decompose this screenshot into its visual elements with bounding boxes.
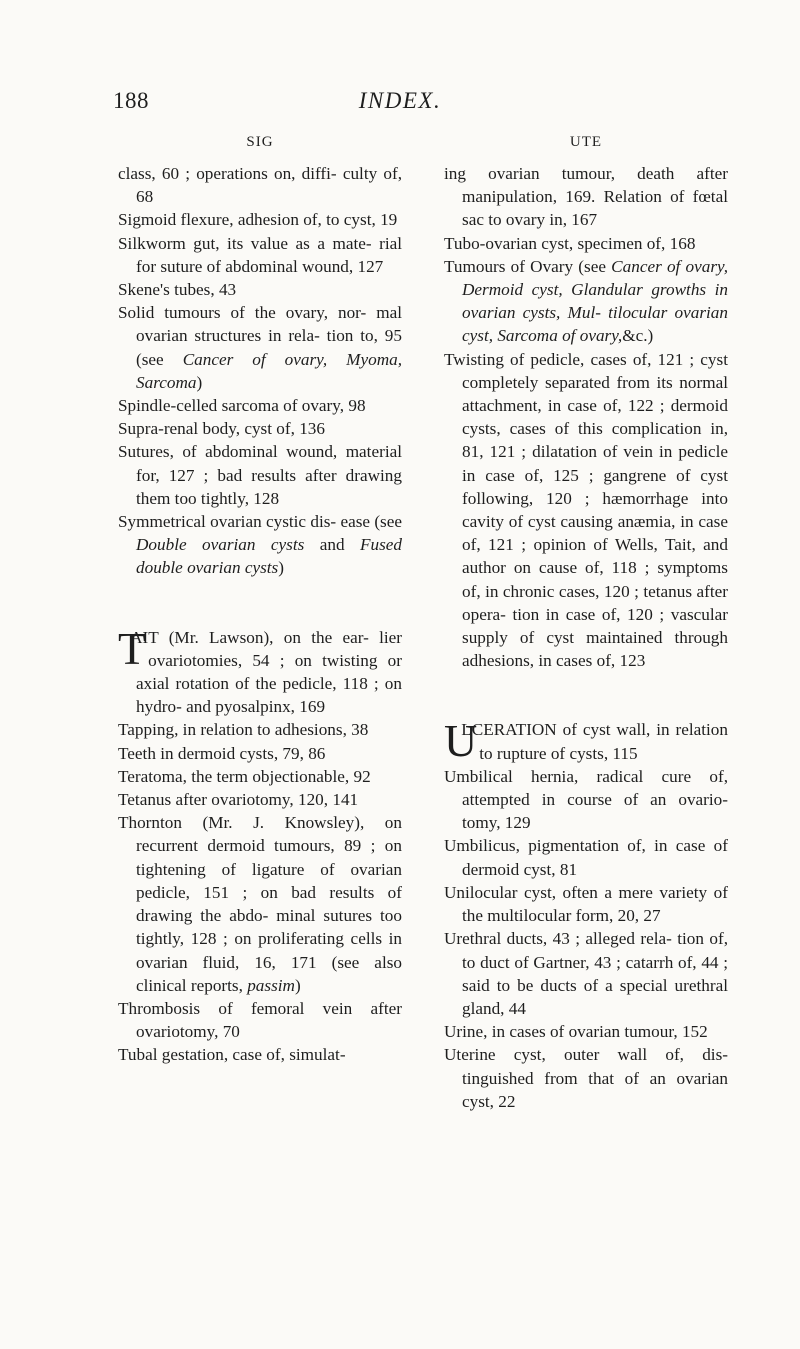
entry-text: Spindle-celled sarcoma of ovary, 98: [118, 396, 366, 416]
index-entry: [444, 162, 728, 232]
right-column: [444, 134, 728, 1113]
entry-text: Unilocular cyst, often a mere variety of the multilocular form, 20, 27: [444, 882, 728, 926]
index-entry: [118, 997, 402, 1043]
right-entries-u-list: [444, 765, 728, 1113]
index-entry: [118, 394, 402, 417]
entry-text: Tetanus after ovariotomy, 120, 141: [118, 790, 359, 810]
entry-text: Sigmoid flexure, adhesion of, to cyst, 19: [118, 210, 398, 230]
index-entry: [118, 301, 402, 394]
index-entry: [118, 788, 402, 811]
left-entries-list: [118, 162, 402, 580]
entry-tail: ): [278, 558, 284, 578]
index-entry: [118, 742, 402, 765]
entry-text: Skene's tubes, 43: [118, 280, 237, 300]
section-t-text: AIT (Mr. Lawson), on the ear- lier ovariotomies, 54 ; on twisting or axial rotation of the pedicle, 118 ; on hydro- and pyosalpinx, 169: [130, 627, 402, 717]
index-entry: [444, 1043, 728, 1113]
entry-text: Umbilical hernia, radical cure of, attempted in course of an ovario- tomy, 129: [444, 766, 728, 833]
entry-text: Uterine cyst, outer wall of, dis- tinguished from that of an ovarian cyst, 22: [444, 1045, 728, 1111]
entry-text: Tapping, in relation to adhesions, 38: [118, 720, 369, 740]
entry-text: Solid tumours of the ovary, nor- mal ovarian structures in rela- tion to, 95 (see: [118, 303, 402, 369]
entry-text: Thornton (Mr. J. Knowsley), on recurrent dermoid tumours, 89 ; on tightening of ligature of ovarian pedicle, 151 ; on bad results of drawing the abdo- minal sutures too tightly, 128 ; on proliferating cells in ovarian fluid, 16, 171 (see also clinical reports,: [118, 813, 402, 995]
entry-text: class, 60 ; operations on, diffi- culty of, 68: [118, 164, 402, 207]
index-entry: [444, 348, 728, 673]
entry-text: Tubo-ovarian cyst, specimen of, 168: [444, 233, 696, 253]
entry-italic-text: Fused double ovarian cysts: [136, 535, 402, 578]
entry-text: Sutures, of abdominal wound, material for, 127 ; bad results after drawing them too tightly, 128: [118, 442, 402, 508]
right-column-head: UTE: [569, 134, 603, 150]
index-entry: [118, 510, 402, 580]
index-entry: [118, 208, 402, 231]
left-column-head: SIG: [246, 134, 274, 150]
index-entry: [444, 765, 728, 835]
entry-italic-text: Cancer of ovary, Dermoid cyst, Glandular growths in ovarian cysts, Mul- tilocular ovarian cyst, Sarcoma of ovary,: [462, 256, 728, 346]
section-u-entry: [444, 715, 728, 767]
entry-tail: ): [196, 372, 203, 392]
dropcap-u: U: [444, 715, 478, 767]
index-entry: [118, 765, 402, 788]
index-entry: [118, 811, 402, 997]
entry-text: Supra-renal body, cyst of, 136: [118, 419, 325, 439]
entry-tail: &c.): [622, 326, 654, 346]
index-entry: [118, 232, 402, 278]
page-number: 188: [113, 88, 149, 113]
left-entries-t-list: [118, 718, 402, 1066]
index-entry: [118, 278, 402, 301]
index-entry: [444, 834, 728, 880]
index-entry: [444, 1020, 728, 1043]
entry-text: Teratoma, the term objectionable, 92: [118, 766, 371, 786]
index-entry: [444, 927, 728, 1020]
index-entry: [444, 232, 728, 255]
index-entry: [118, 1043, 402, 1066]
entry-text: Tumours of Ovary (see: [444, 256, 606, 276]
entry-text: ing ovarian tumour, death after manipulation, 169. Relation of fœtal sac to ovary in, 167: [444, 164, 728, 230]
right-entries-list: [444, 162, 728, 672]
index-entry: [444, 881, 728, 927]
entry-text: Teeth in dermoid cysts, 79, 86: [118, 743, 326, 763]
entry-italic-text: Double ovarian cysts: [136, 535, 305, 555]
section-t-entry: [118, 622, 402, 719]
index-entry: [118, 440, 402, 510]
entry-text: Tubal gestation, case of, simulat-: [118, 1045, 346, 1065]
entry-tail: ): [294, 975, 301, 995]
entry-text: Umbilicus, pigmentation of, in case of dermoid cyst, 81: [444, 836, 728, 879]
index-entry: [444, 255, 728, 348]
section-u-text: LCERATION of cyst wall, in relation to rupture of cysts, 115: [461, 720, 728, 763]
entry-text: Urethral ducts, 43 ; alleged rela- tion of, to duct of Gartner, 43 ; catarrh of, 44 ; said to be ducts of a special urethral gland, 44: [444, 929, 728, 1018]
entry-italic-text: Cancer of ovary, Myoma, Sarcoma: [136, 349, 403, 392]
entry-text: Silkworm gut, its value as a mate- rial for suture of abdominal wound, 127: [118, 233, 402, 276]
entry-text: Thrombosis of femoral vein after ovariotomy, 70: [118, 998, 402, 1042]
index-entry: [118, 417, 402, 440]
entry-text: Twisting of pedicle, cases of, 121 ; cyst completely separated from its normal attachment, in case of, 122 ; dermoid cysts, cases of this complication in, 81, 121 ; dilatation of vein in pedicle in case of, 125 ; gangrene of cyst following, 120 ; hæmorrhage into cavity of cyst causing anæmia, in case of, 121 ; opinion of Wells, Tait, and author on cause of, 118 ; symptoms of, in chronic cases, 120 ; tetanus after opera- tion in case of, 120 ; vascular supply of cyst maintained through adhesions, in cases of, 123: [444, 349, 728, 671]
entry-text: and: [319, 535, 345, 555]
left-column: [118, 134, 402, 1067]
entry-text: Symmetrical ovarian cystic dis- ease (see: [118, 512, 402, 532]
entry-italic-text: passim: [247, 975, 295, 995]
page-title: INDEX.: [358, 88, 442, 113]
dropcap-t: T: [118, 622, 147, 674]
index-entry: [118, 718, 402, 741]
index-entry: [118, 162, 402, 208]
entry-text: Urine, in cases of ovarian tumour, 152: [444, 1022, 708, 1042]
